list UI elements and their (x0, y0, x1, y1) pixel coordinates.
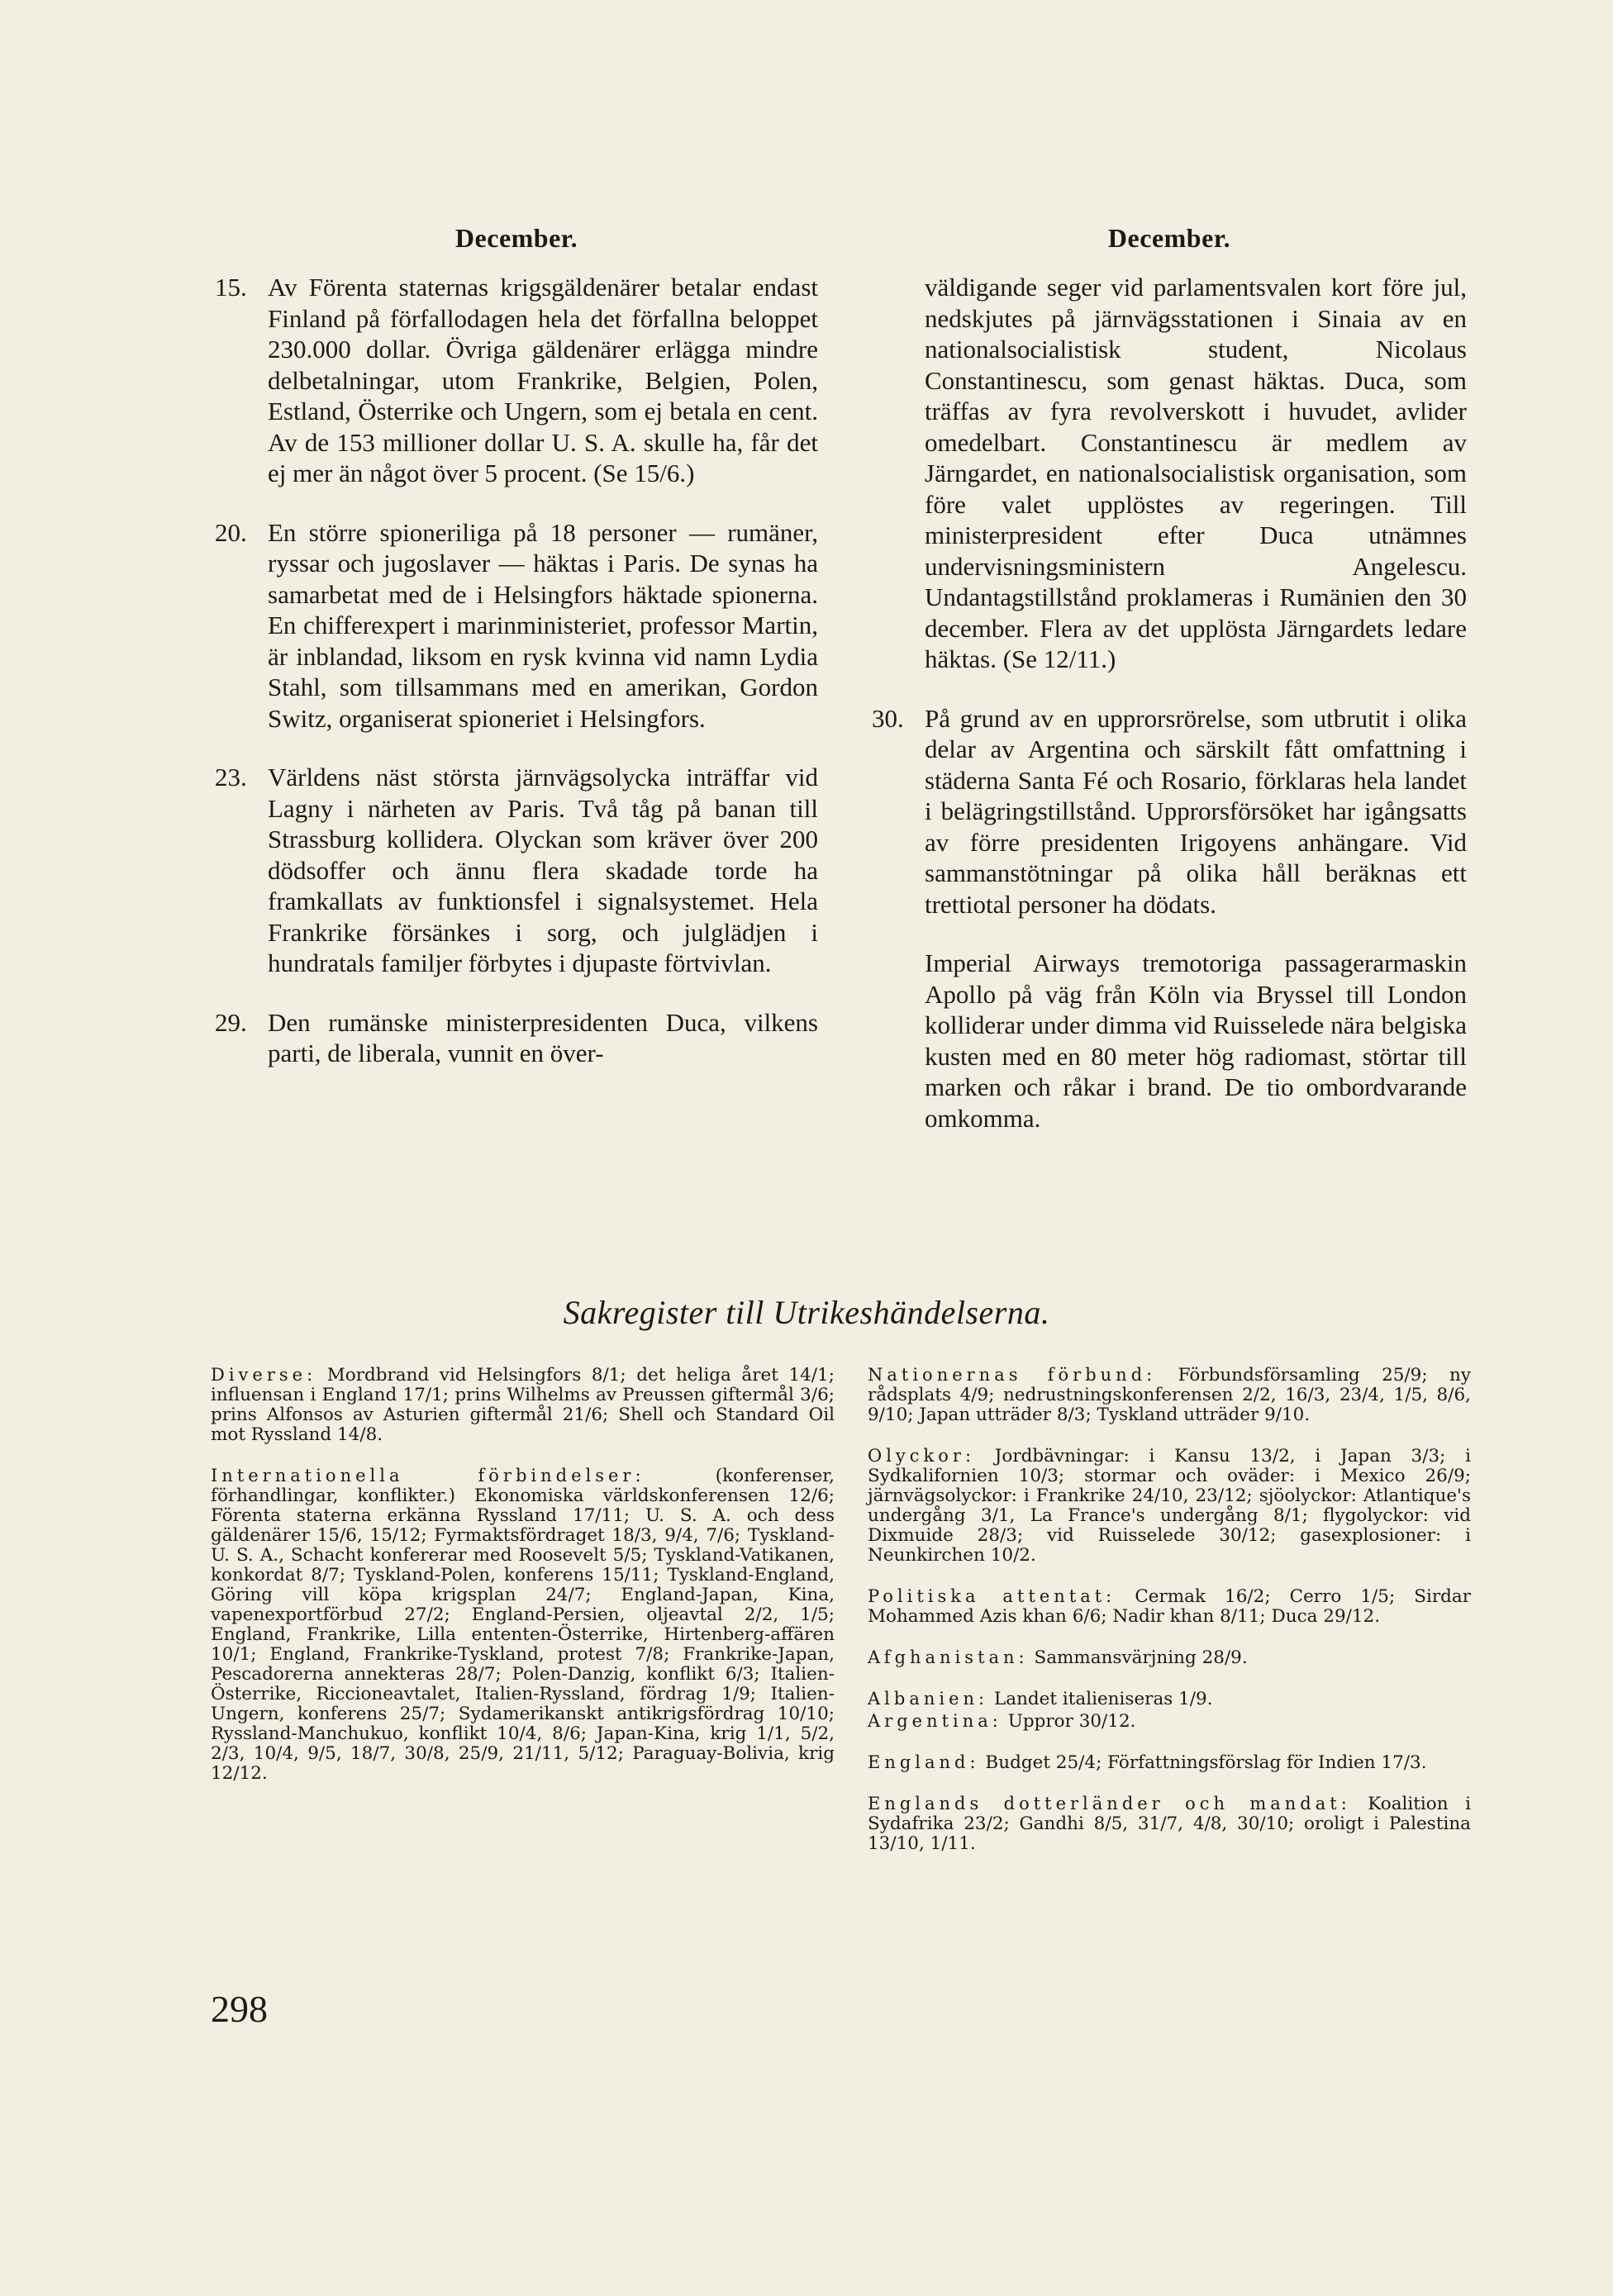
entry-day: 29. (215, 1007, 247, 1037)
entry-text: En större spioneriliga på 18 personer — rumäner, ryssar och jugoslaver — häktas i Paris. De synas ha samarbetat med de i Helsingfors häktade spionerna. En chifferexpert i marinministeriet, professor Martin, är inblandad, liksom en rysk kvinna vid namn Lydia Stahl, som tillsammans med en amerikan, Gordon Switz, organiserat spioneriet i Helsingfors. (268, 517, 818, 733)
entry-15 (215, 272, 818, 489)
register-text: Förbundsförsamling 25/9; ny rådsplats 4/9; nedrustningskonferensen 2/2, 16/3, 23/4, 1/5, 8/6, 9/10; Japan utträder 8/3; Tyskland utträder 9/10. (868, 1365, 1471, 1425)
register-entry-politiska-attentat (868, 1586, 1471, 1627)
register-term: Englands dotterländer och mandat: (868, 1794, 1351, 1814)
register-title: Sakregister till Utrikeshändelserna. (563, 1294, 1050, 1331)
register-entry-internationella (211, 1466, 835, 1784)
register-term: England: (868, 1752, 980, 1772)
entry-text: På grund av en upprorsrörelse, som utbrutit i olika delar av Argentina och särskilt fått omfattning i städerna Santa Fé och Rosario, förklaras hela landet i belägringstillstånd. Upprorsförsöket har igångsatts av förre presidenten Irigoyens anhängare. Vid sammanstötningar på olika håll beräknas ett trettiotal personer ha dödats. (925, 703, 1467, 919)
entry-day: 23. (215, 763, 247, 791)
register-entry-afghanistan (868, 1647, 1471, 1668)
entry-30-airways (872, 948, 1467, 1134)
entry-text: Imperial Airways tremotoriga passagerarmaskin Apollo på väg från Köln via Bryssel till London kolliderar under dimma vid Ruisselede nära belgiska kusten med en 80 meter hög radiomast, störtar till marken och råkar i brand. De tio ombordvarande omkomma. (925, 948, 1467, 1133)
register-text: Koalition i Sydafrika 23/2; Gandhi 8/5, 31/7, 4/8, 30/10; oroligt i Palestina 13/10, 1/11. (868, 1794, 1471, 1854)
register-text: Cermak 16/2; Cerro 1/5; Sirdar Mohammed Azis khan 6/6; Nadir khan 8/11; Duca 29/12. (868, 1586, 1471, 1627)
register-text: Sammansvärjning 28/9. (1034, 1647, 1248, 1668)
register-text: (konferenser, förhandlingar, konflikter.) Ekonomiska världskonferensen 12/6; Förenta staterna erkänna Ryssland 17/11; U. S. A. och dess gäldenärer 15/6, 15/12; Fyrmaktsfördraget 18/3, 9/4, 7/6; Tyskland-U. S. A., Schacht konfererar med Roosevelt 5/5; Tyskland-Vatikanen, konkordat 8/7; Tyskland-Polen, konferens 15/11; Tyskland-England, Göring vill köpa krigsplan 24/7; England-Japan, Kina, vapenexportförbud 27/2; England-Persien, oljeavtal 2/2, 1/5; England, Frankrike, Lilla ententen-Österrike, Hirtenberg-affären 10/1; England, Frankrike-Tyskland, protest 7/8; Frankrike-Japan, Pescadorerna annekteras 28/7; Polen-Danzig, konflikt 6/3; Italien-Österrike, Riccioneavtalet, Italien-Ryssland, fördrag 1/9; Italien-Ungern, konferens 25/7; Sydamerikanskt antikrigsfördrag 10/10; Ryssland-Manchukuo, konflikt 10/4, 8/6; Japan-Kina, krig 1/1, 5/2, 2/3, 10/4, 9/5, 18/7, 30/8, 25/9, 21/11, 5/12; Paraguay-Bolivia, krig 12/12. (211, 1466, 835, 1784)
page-number: 298 (211, 1988, 268, 2030)
entry-text: Av Förenta staternas krigsgäldenärer betalar endast Finland på förfallodagen hela det förfallna beloppet 230.000 dollar. Övriga gäldenärer erlägga mindre delbetalningar, utom Frankrike, Belgien, Polen, Estland, Österrike och Ungern, som ej betala en cent. Av de 153 millioner dollar U. S. A. skulle ha, får det ej mer än något över 5 procent. (Se 15/6.) (268, 273, 818, 487)
register-entry-englands-dotterlander (868, 1794, 1471, 1854)
register-right-column (868, 1365, 1471, 1875)
register-text: Landet italieniseras 1/9. (993, 1689, 1213, 1709)
register-left-column (211, 1365, 835, 1804)
register-entry-olyckor (868, 1446, 1471, 1566)
entry-day: 15. (215, 273, 247, 302)
register-term: Nationernas förbund: (868, 1365, 1157, 1385)
register-term: Afghanistan: (868, 1647, 1029, 1667)
register-entry-nationernas-forbund (868, 1365, 1471, 1425)
register-text: Mordbrand vid Helsingfors 8/1; det heliga året 14/1; influensan i England 17/1; prins Wilhelms av Preussen giftermål 3/6; prins Alfonsos av Asturien giftermål 21/6; Shell och Standard Oil mot Ryssland 14/8. (211, 1365, 835, 1445)
register-entry-argentina (868, 1711, 1471, 1732)
register-term: Olyckor: (868, 1446, 976, 1466)
left-column (215, 223, 818, 1097)
register-term: Diverse: (211, 1365, 317, 1385)
entry-day: 30. (872, 703, 904, 733)
entry-23 (215, 762, 818, 979)
register-entry-diverse (211, 1365, 835, 1445)
register-text: Jordbävningar: i Kansu 13/2, i Japan 3/3; i Sydkalifornien 10/3; stormar och oväder: i Mexico 26/9; järnvägsolyckor: i Frankrike 24/10, 23/12; sjöolyckor: Atlantique's undergång 3/1, La France's undergång 8/1; flygolyckor: vid Dixmuide 28/3; vid Ruisselede 30/12; gasexplosioner: i Neunkirchen 10/2. (868, 1446, 1472, 1566)
entry-29-continuation (872, 272, 1467, 675)
entry-20 (215, 517, 818, 734)
entry-29 (215, 1007, 818, 1069)
entry-text: Världens näst största järnvägsolycka inträffar vid Lagny i närheten av Paris. Två tåg på banan till Strassburg kolliderа. Olyckan som kräver över 200 dödsoffer och ännu flera skadade torde ha framkallats av funktionsfel i signalsystemet. Hela Frankrike försänkes i sorg, och julglädjen i hundratals familjer förbytes i djupaste förtvivlan. (268, 763, 818, 977)
entry-text: väldigande seger vid parlamentsvalen kort före jul, nedskjutes på järnvägsstationen i Sinaia av en nationalsocialistisk student, Nicolaus Constantinescu, som genast häktas. Duca, som träffas av fyra revolverskott i huvudet, avlider omedelbart. Constantinescu är medlem av Järngardet, en nationalsocialistisk organisation, som före valet upplöstes av regeringen. Till ministerpresident efter Duca utnämnes undervisningsministern Angelescu. Undantagstillstånd proklameras i Rumänien den 30 december. Flera av det upplösta Järngardets ledare häktas. (Se 12/11.) (925, 273, 1467, 673)
register-text: Uppror 30/12. (1007, 1711, 1136, 1732)
register-term: Argentina: (868, 1711, 1002, 1731)
right-column (872, 223, 1467, 1162)
register-entry-england (868, 1752, 1471, 1773)
left-month-heading: December. (454, 223, 578, 253)
register-term: Internationella förbindelser: (211, 1466, 645, 1486)
entry-text: Den rumänske ministerpresidenten Duca, vilkens parti, de liberala, vunnit en över- (268, 1007, 818, 1067)
register-term: Albanien: (868, 1689, 989, 1709)
register-term: Politiska attentat: (868, 1586, 1116, 1606)
entry-day: 20. (215, 517, 247, 547)
right-month-heading: December. (1107, 223, 1231, 253)
register-text: Budget 25/4; Författningsförslag för Indien 17/3. (985, 1752, 1427, 1773)
entry-30 (872, 703, 1467, 920)
register-entry-albanien (868, 1689, 1471, 1709)
